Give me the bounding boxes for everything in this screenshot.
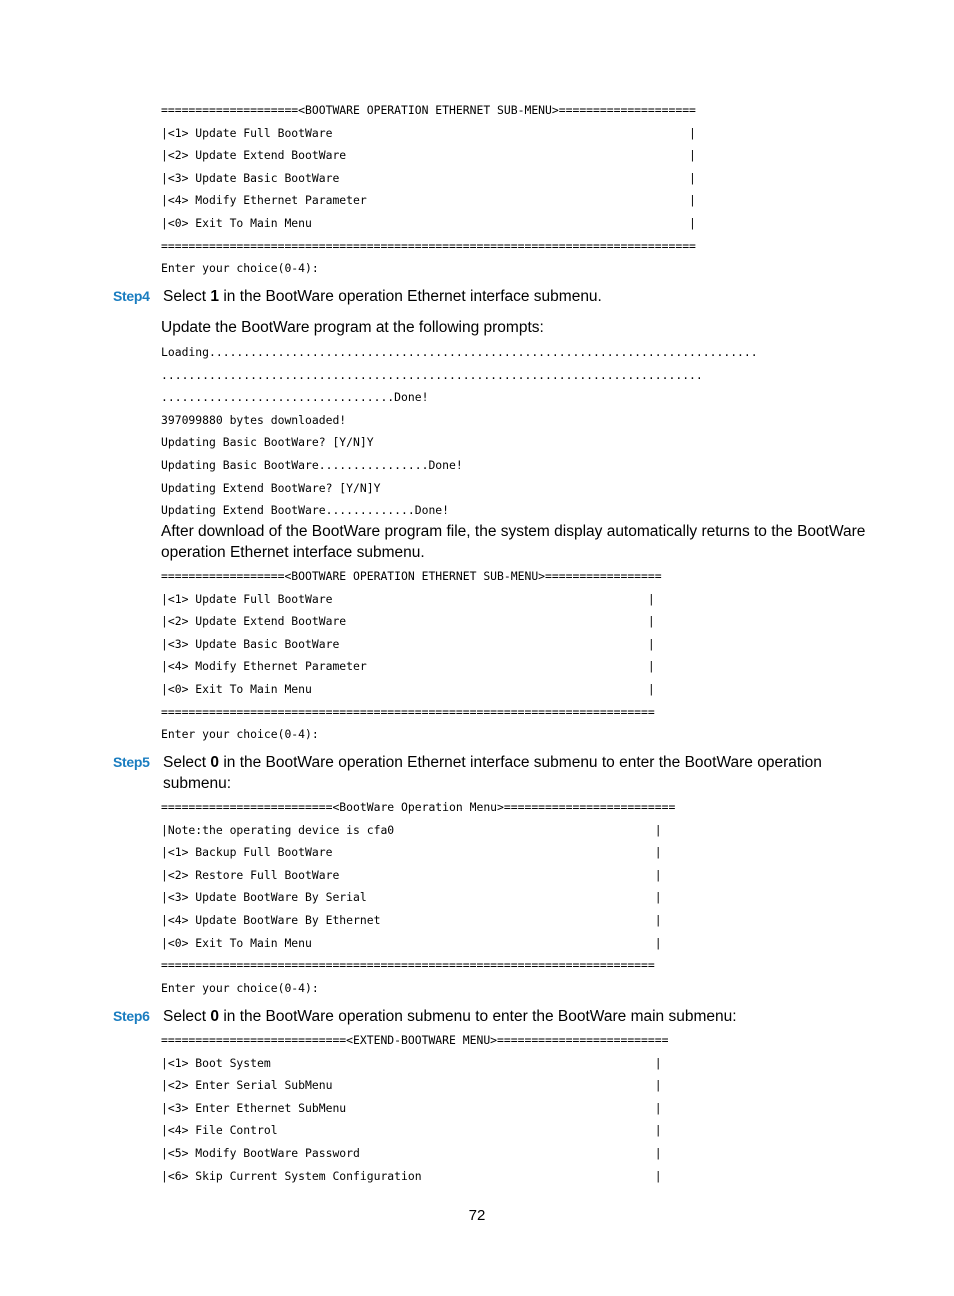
code-line: ========================================================================	[161, 704, 655, 719]
code-line: |<1> Backup Full BootWare |	[161, 845, 662, 860]
code-line: 397099880 bytes downloaded!	[161, 412, 347, 427]
code-block-ethernet-submenu-2	[161, 565, 662, 746]
code-line: |<1> Update Full BootWare |	[161, 125, 696, 140]
para-update-prompts: Update the BootWare program at the following prompts:	[161, 319, 544, 336]
code-line: |<3> Enter Ethernet SubMenu |	[161, 1100, 662, 1115]
step6-text-before: Select	[163, 1008, 211, 1025]
code-line: ==================<BOOTWARE OPERATION ETHERNET SUB-MENU>=================	[161, 569, 662, 583]
code-line: |<6> Skip Current System Configuration |	[161, 1168, 662, 1183]
code-line: |<2> Enter Serial SubMenu |	[161, 1078, 662, 1093]
code-line: |<0> Exit To Main Menu |	[161, 215, 696, 230]
step5-label: Step5	[113, 754, 150, 770]
page-number: 72	[468, 1207, 486, 1224]
step5-text-before: Select	[163, 754, 211, 771]
code-line: |<1> Boot System |	[161, 1055, 662, 1070]
code-block-download-log	[161, 341, 758, 522]
step5-text	[163, 752, 875, 794]
para-after-download: After download of the BootWare program file, the system display automatically returns to the BootWare operation Ethernet interface submenu.	[161, 523, 866, 561]
code-line: |<3> Update Basic BootWare |	[161, 170, 696, 185]
step5-bold-value: 0	[210, 754, 220, 771]
step4-text-before: Select	[163, 288, 211, 305]
code-line: ===========================<EXTEND-BOOTWARE MENU>=========================	[161, 1033, 669, 1047]
code-line: Updating Extend BootWare.............Done!	[161, 503, 450, 518]
code-line: |Note:the operating device is cfa0 |	[161, 822, 662, 837]
code-line: ====================<BOOTWARE OPERATION ETHERNET SUB-MENU>====================	[161, 103, 696, 117]
code-line: |<3> Update Basic BootWare |	[161, 636, 655, 651]
code-line: |<2> Restore Full BootWare |	[161, 867, 662, 882]
code-line: |<1> Update Full BootWare |	[161, 591, 655, 606]
step4-label: Step4	[113, 288, 150, 304]
code-line: =========================<BootWare Operation Menu>=========================	[161, 800, 676, 814]
code-line: |<0> Exit To Main Menu |	[161, 681, 655, 696]
code-line: ..................................Done!	[161, 390, 429, 405]
code-line: Enter your choice(0-4):	[161, 727, 319, 742]
code-line: Loading................................................................................	[161, 345, 758, 359]
code-block-extend-menu	[161, 1029, 668, 1187]
step6-text-after: in the BootWare operation submenu to enter the BootWare main submenu:	[219, 1008, 737, 1025]
code-line: |<4> Modify Ethernet Parameter |	[161, 659, 655, 674]
code-block-operation-menu	[161, 796, 675, 999]
code-line: Updating Extend BootWare? [Y/N]Y	[161, 480, 381, 495]
code-line: Enter your choice(0-4):	[161, 980, 319, 995]
code-line: |<4> File Control |	[161, 1123, 662, 1138]
code-line: |<5> Modify BootWare Password |	[161, 1145, 662, 1160]
step6-bold-value: 0	[210, 1008, 220, 1025]
step4-text-after: in the BootWare operation Ethernet interface submenu.	[219, 288, 602, 305]
code-line: |<2> Update Extend BootWare |	[161, 614, 655, 629]
code-line: Enter your choice(0-4):	[161, 261, 319, 276]
code-line: |<4> Update BootWare By Ethernet |	[161, 912, 662, 927]
code-line: |<3> Update BootWare By Serial |	[161, 890, 662, 905]
step6-text	[163, 1006, 875, 1027]
code-line: |<2> Update Extend BootWare |	[161, 148, 696, 163]
step5-text-after: in the BootWare operation Ethernet interface submenu to enter the BootWare operation submenu:	[163, 754, 822, 792]
step4-bold-value: 1	[210, 288, 220, 305]
code-line: ...............................................................................	[161, 367, 703, 382]
code-line: ========================================================================	[161, 958, 655, 973]
step4-text	[163, 286, 875, 307]
step6-label: Step6	[113, 1008, 150, 1024]
code-line: ==============================================================================	[161, 238, 696, 253]
code-line: |<4> Modify Ethernet Parameter |	[161, 193, 696, 208]
code-line: Updating Basic BootWare................Done!	[161, 457, 463, 472]
code-block-ethernet-submenu	[161, 99, 696, 280]
code-line: |<0> Exit To Main Menu |	[161, 935, 662, 950]
code-line: Updating Basic BootWare? [Y/N]Y	[161, 435, 374, 450]
